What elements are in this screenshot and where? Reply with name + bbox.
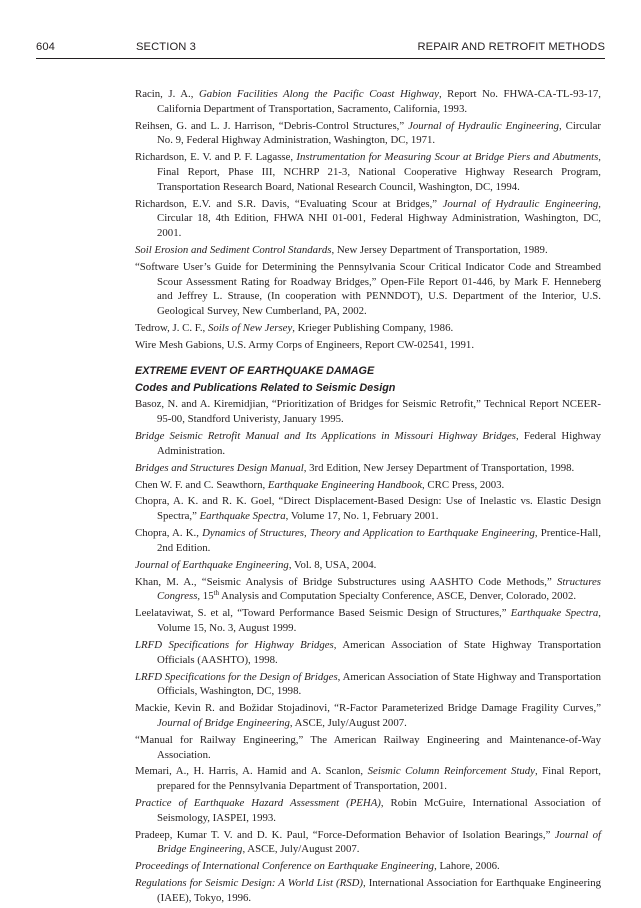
reference-text: , Krieger Publishing Company, 1986. (292, 322, 454, 335)
reference-title: Gabion Facilities Along the Pacific Coast Highway (199, 88, 439, 100)
reference-text: Mackie, Kevin R. and Božidar Stojadinovi, “R-Factor Parameterized Bridge Damage Fragility Curves,” (135, 702, 601, 715)
reference-text: Chopra, A. K., (135, 527, 203, 540)
reference-entry (135, 606, 601, 636)
reference-text: , International Association for Earthquake Engineering (IAEE), Tokyo, 1996. (157, 877, 601, 905)
reference-text: , CRC Press, 2003. (422, 478, 505, 491)
reference-text: Richardson, E.V. and S.R. Davis, “Evaluating Scour at Bridges,” (135, 197, 443, 210)
reference-text: Analysis and Computation Specialty Conference, ASCE, Denver, Colorado, 2002. (219, 590, 577, 603)
reference-text: Racin, J. A., (135, 88, 199, 100)
reference-title: Journal of Earthquake Engineering (135, 558, 289, 571)
reference-entry (135, 876, 601, 906)
reference-entry (135, 558, 601, 573)
reference-text: Basoz, N. and A. Kiremidjian, “Prioritization of Bridges for Seismic Retrofit,” Technical Report NCEER-95-00, Standford Univeristy, January 1995. (135, 398, 601, 426)
reference-title: Earthquake Engineering Handbook (267, 478, 423, 491)
reference-text: Leelataviwat, S. et al, “Toward Performance Based Seismic Design of Structures,” (135, 607, 511, 620)
reference-entry (135, 670, 601, 700)
reference-entry (135, 828, 601, 858)
reference-title: Journal of Hydraulic Engineering, (442, 197, 602, 210)
reference-text: , American Association of State Highway Transportation Officials (AASHTO), 1998. (157, 638, 602, 666)
reference-entry (135, 526, 601, 556)
reference-entry (135, 733, 601, 763)
reference-title: Soil Erosion and Sediment Control Standards (135, 244, 332, 257)
reference-text: , ASCE, July/August 2007. (289, 716, 407, 729)
reference-entry (135, 796, 601, 826)
reference-text: Khan, M. A., “Seismic Analysis of Bridge Substructures using AASHTO Code Methods,” (135, 575, 558, 588)
header-rule (36, 58, 605, 59)
reference-entry (135, 260, 601, 319)
reference-title: Bridges and Structures Design Manual (135, 461, 304, 474)
reference-text: , New Jersey Department of Transportation, 1989. (331, 244, 548, 257)
reference-entry (135, 461, 601, 476)
chapter-title: REPAIR AND RETROFIT METHODS (417, 41, 605, 53)
reference-entry (135, 87, 601, 117)
reference-entry (135, 764, 601, 794)
reference-title: Earthquake Spectra (199, 510, 286, 523)
reference-text: “Manual for Railway Engineering,” The American Railway Engineering and Maintenance-of-Way Association. (135, 733, 601, 761)
reference-text: , ASCE, July/August 2007. (242, 843, 360, 856)
reference-entry (135, 638, 601, 668)
reference-text: , 3rd Edition, New Jersey Department of Transportation, 1998. (303, 461, 575, 474)
page-number: 604 (36, 41, 55, 53)
reference-list (135, 87, 601, 908)
reference-entry (135, 197, 601, 241)
reference-text: , Volume 15, No. 3, August 1999. (157, 607, 601, 634)
reference-title: Proceedings of International Conference on Earthquake Engineering (135, 860, 435, 873)
reference-title: LRFD Specifications for the Design of Bridges (135, 670, 338, 683)
reference-entry (135, 859, 601, 874)
reference-text: “Software User’s Guide for Determining the Pennsylvania Scour Critical Indicator Code and Streambed Scour Assessment Rating for Roadway Bridges,” Open-File Report 01-446, by Mark F. Henneberg and Jeffrey L. Strause, (In cooperation with PENNDOT), U.S. Department of the Interior, U.S. Geological Survey, New Cumberland, PA, 2002. (135, 260, 601, 318)
reference-text: Chen W. F. and C. Seawthorn, (135, 478, 268, 491)
reference-title: Structures Congress, (157, 575, 601, 603)
ordinal-superscript: th (213, 589, 220, 598)
reference-entry (135, 119, 601, 149)
reference-text: Tedrow, J. C. F., (135, 322, 208, 335)
reference-entry (135, 150, 601, 194)
reference-text: 15 (200, 590, 214, 603)
reference-title: Dynamics of Structures, Theory and Application to Earthquake Engineering (202, 527, 535, 540)
reference-entry (135, 429, 601, 459)
reference-text: , Lahore, 2006. (434, 860, 500, 873)
reference-text: , Prentice-Hall, 2nd Edition. (157, 527, 601, 554)
reference-entry (135, 494, 601, 524)
reference-text: , Final Report, Phase III, NCHRP 21-3, National Cooperative Highway Research Program, Transportation Research Board, National Research Council, Washington, DC, 1994. (157, 151, 601, 193)
reference-title: Seismic Column Reinforcement Study (367, 765, 535, 778)
reference-title: Regulations for Seismic Design: A World List (RSD) (135, 877, 364, 890)
reference-text: Chopra, A. K. and R. K. Goel, “Direct Displacement-Based Design: Use of Inelastic vs. Elastic Design Spectra,” (135, 495, 601, 523)
reference-text: , Vol. 8, USA, 2004. (288, 558, 377, 571)
section-heading: EXTREME EVENT OF EARTHQUAKE DAMAGE (135, 364, 375, 377)
reference-title: Soils of New Jersey (207, 322, 293, 335)
reference-title: Journal of Bridge Engineering (157, 716, 290, 729)
reference-entry (135, 338, 601, 353)
reference-title: Practice of Earthquake Hazard Assessment (PEHA) (135, 797, 381, 810)
subsection-heading: Codes and Publications Related to Seismic Design (135, 381, 396, 394)
references-seismic (135, 397, 601, 905)
reference-text: , Robin McGuire, International Association of Seismology, IASPEI, 1993. (157, 797, 601, 824)
reference-title: Earthquake Spectra (510, 607, 599, 620)
references-top (135, 87, 601, 353)
reference-entry (135, 321, 601, 336)
reference-text: Pradeep, Kumar T. V. and D. K. Paul, “Force-Deformation Behavior of Isolation Bearings,” (135, 828, 555, 841)
section-label: SECTION 3 (136, 41, 196, 53)
reference-text: Memari, A., H. Harris, A. Hamid and A. Scanlon, (135, 765, 368, 778)
reference-text: Circular No. 9, Federal Highway Administration, Washington, DC, 1971. (157, 119, 601, 147)
reference-entry (135, 575, 601, 605)
reference-entry (135, 478, 601, 493)
reference-title: Journal of Bridge Engineering (157, 828, 601, 856)
reference-text: , Report No. FHWA-CA-TL-93-17, California Department of Transportation, Sacramento, California, 1993. (157, 88, 601, 115)
reference-text: Circular 18, 4th Edition, FHWA NHI 01-001, Federal Highway Administration, Washington, DC, 2001. (157, 212, 601, 240)
reference-text: , Final Report, prepared for the Pennsylvania Department of Transportation, 2001. (157, 765, 601, 793)
reference-text: Richardson, E. V. and P. F. Lagasse, (135, 151, 297, 164)
reference-title: Instrumentation for Measuring Scour at Bridge Piers and Abutments (296, 151, 599, 164)
reference-text: , American Association of State Highway and Transportation Officials, Washington, DC, 1998. (157, 670, 601, 698)
reference-text: Reihsen, G. and L. J. Harrison, “Debris-Control Structures,” (135, 119, 409, 132)
reference-entry (135, 243, 601, 258)
reference-text: , Volume 17, No. 1, February 2001. (285, 510, 439, 523)
reference-title: Journal of Hydraulic Engineering, (408, 119, 562, 132)
reference-entry (135, 701, 601, 731)
reference-entry (135, 397, 601, 427)
reference-title: LRFD Specifications for Highway Bridges (135, 638, 334, 651)
reference-title: Bridge Seismic Retrofit Manual and Its Applications in Missouri Highway Bridges (135, 430, 516, 443)
reference-text: Wire Mesh Gabions, U.S. Army Corps of Engineers, Report CW-02541, 1991. (135, 338, 475, 351)
reference-text: , Federal Highway Administration. (157, 430, 601, 457)
